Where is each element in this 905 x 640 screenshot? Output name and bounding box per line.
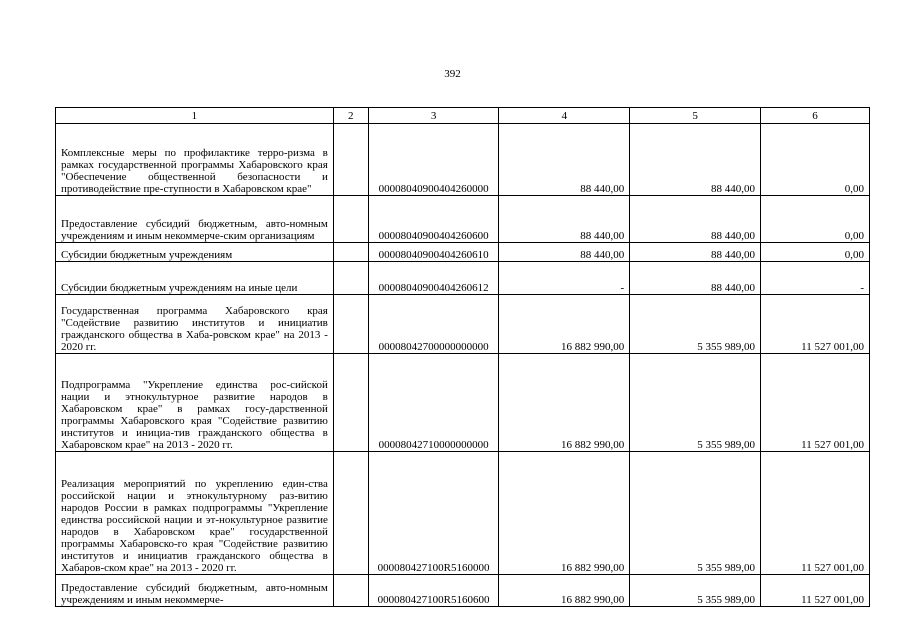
header-col-5: 5: [630, 108, 761, 124]
header-col-1: 1: [56, 108, 334, 124]
row-value-5: 88 440,00: [630, 262, 761, 295]
row-value-5: 5 355 989,00: [630, 354, 761, 452]
row-name: Субсидии бюджетным учреждениям: [56, 243, 334, 262]
row-name: Государственная программа Хабаровского края "Содействие развитию институтов и инициатив гражданского общества в Хаба-ровском крае" на 2013 - 2020 гг.: [56, 295, 334, 354]
page-number: 392: [444, 68, 461, 80]
row-name: Комплексные меры по профилактике терро-ризма в рамках государственной программы Хабаровского края "Обеспечение общественной безопасности и противодействие пре-ступности в Хабаровском крае": [56, 124, 334, 196]
row-code: 00008040900404260612: [368, 262, 499, 295]
row-code: 00008040900404260000: [368, 124, 499, 196]
row-name: Предоставление субсидий бюджетным, авто-номным учреждениям и иным некоммерче-ским организациям: [56, 196, 334, 243]
table-row: [56, 196, 870, 243]
row-col2: [333, 354, 368, 452]
table-row: [56, 124, 870, 196]
row-code: 000080427100R5160000: [368, 452, 499, 575]
row-value-6: 11 527 001,00: [760, 354, 869, 452]
header-col-6: 6: [760, 108, 869, 124]
table-row: [56, 452, 870, 575]
row-col2: [333, 196, 368, 243]
row-name: Реализация мероприятий по укреплению един-ства российской нации и этнокультурному раз-витию народов России в рамках подпрограммы "Укрепление единства российской нации и эт-нокультурное развитие народов в Хабаровском крае" государственной программы Хабаровско-го края "Содействие развитию институтов и инициатив гражданского общества в Хабаров-ском крае" на 2013 - 2020 гг.: [56, 452, 334, 575]
row-code: 00008040900404260600: [368, 196, 499, 243]
row-value-6: 0,00: [760, 124, 869, 196]
row-value-4: 16 882 990,00: [499, 295, 630, 354]
row-value-5: 88 440,00: [630, 124, 761, 196]
row-value-6: 11 527 001,00: [760, 295, 869, 354]
row-code: 00008042700000000000: [368, 295, 499, 354]
row-value-4: 88 440,00: [499, 243, 630, 262]
row-value-5: 88 440,00: [630, 243, 761, 262]
row-value-6: 11 527 001,00: [760, 452, 869, 575]
budget-table: [55, 107, 870, 607]
row-value-6: 0,00: [760, 196, 869, 243]
header-col-4: 4: [499, 108, 630, 124]
row-value-5: 88 440,00: [630, 196, 761, 243]
table-row: [56, 243, 870, 262]
table-row: [56, 575, 870, 607]
row-col2: [333, 575, 368, 607]
row-value-4: -: [499, 262, 630, 295]
table-row: [56, 262, 870, 295]
row-code: 00008040900404260610: [368, 243, 499, 262]
row-value-4: 88 440,00: [499, 196, 630, 243]
header-col-2: 2: [333, 108, 368, 124]
row-name: Подпрограмма "Укрепление единства рос-сийской нации и этнокультурное развитие народов в Хабаровском крае" в рамках госу-дарственной программы Хабаровского края "Содействие развитию институтов и инициа-тив гражданского общества в Хабаровском крае" на 2013 - 2020 гг.: [56, 354, 334, 452]
table-row: [56, 295, 870, 354]
row-col2: [333, 295, 368, 354]
table-row: [56, 354, 870, 452]
row-value-6: 0,00: [760, 243, 869, 262]
row-value-4: 16 882 990,00: [499, 452, 630, 575]
row-name: Субсидии бюджетным учреждениям на иные цели: [56, 262, 334, 295]
row-col2: [333, 452, 368, 575]
row-value-4: 16 882 990,00: [499, 575, 630, 607]
row-value-5: 5 355 989,00: [630, 295, 761, 354]
row-value-5: 5 355 989,00: [630, 575, 761, 607]
row-value-6: -: [760, 262, 869, 295]
row-value-4: 88 440,00: [499, 124, 630, 196]
row-value-5: 5 355 989,00: [630, 452, 761, 575]
row-name: Предоставление субсидий бюджетным, авто-номным учреждениям и иным некоммерче-: [56, 575, 334, 607]
row-value-6: 11 527 001,00: [760, 575, 869, 607]
header-row: [56, 108, 870, 124]
row-value-4: 16 882 990,00: [499, 354, 630, 452]
row-col2: [333, 124, 368, 196]
header-col-3: 3: [368, 108, 499, 124]
row-col2: [333, 243, 368, 262]
row-code: 00008042710000000000: [368, 354, 499, 452]
row-col2: [333, 262, 368, 295]
row-code: 000080427100R5160600: [368, 575, 499, 607]
